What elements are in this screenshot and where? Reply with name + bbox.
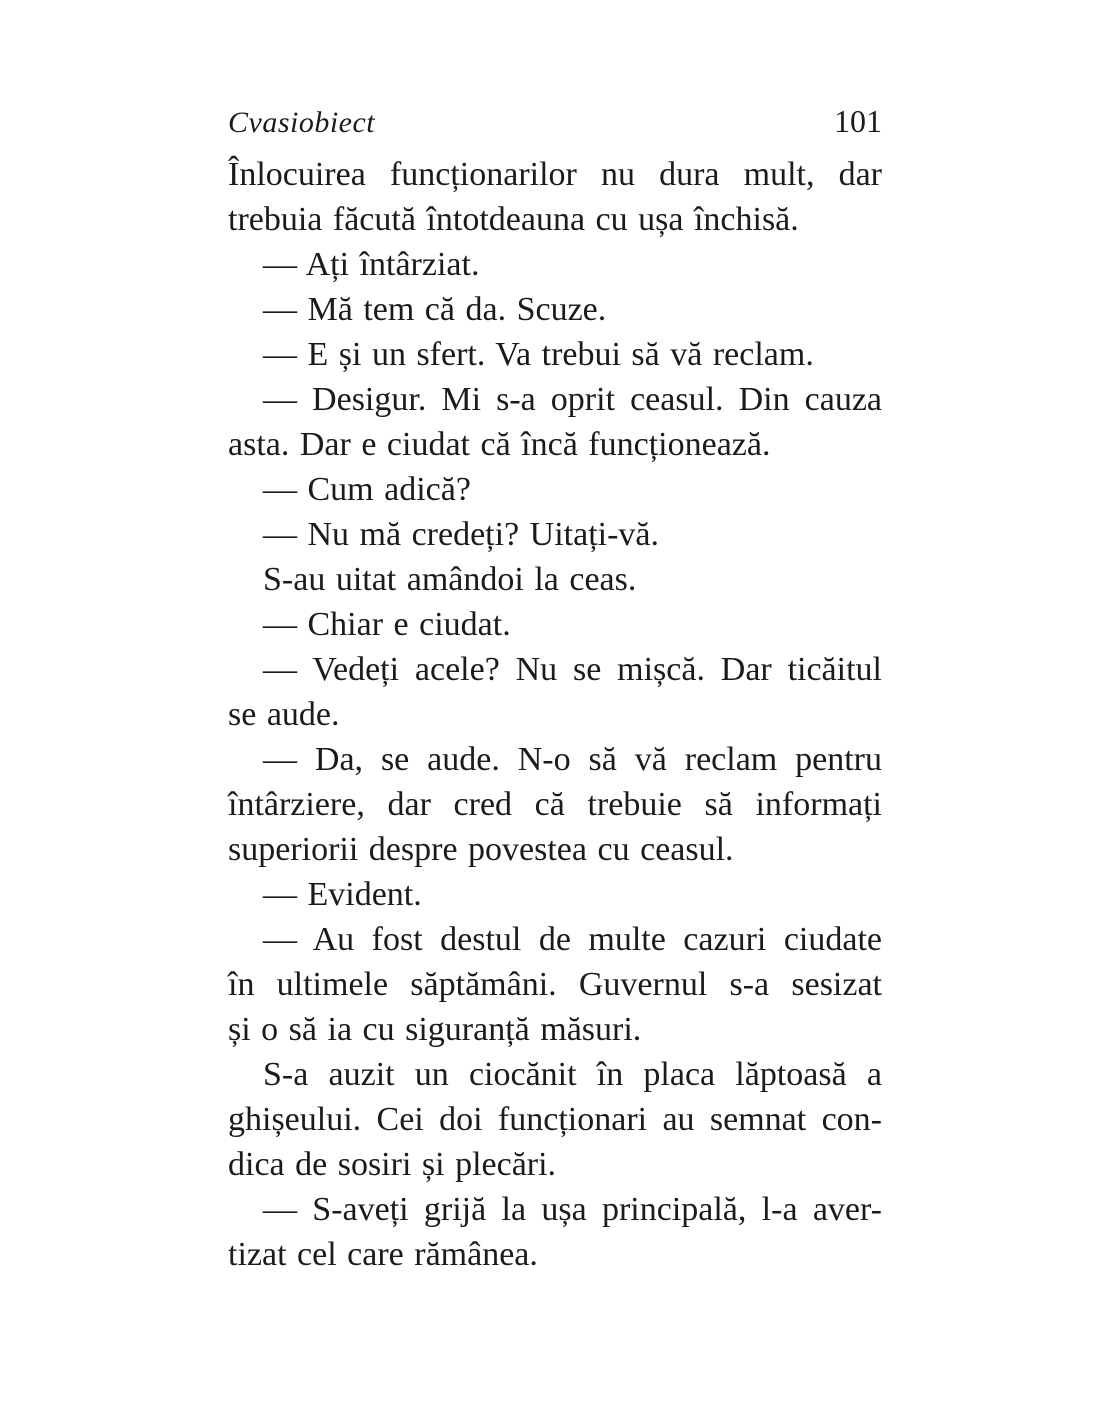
page-header (228, 103, 882, 140)
paragraph (228, 242, 882, 287)
text-line: — Mă tem că da. Scuze. (263, 291, 607, 328)
paragraph (228, 467, 882, 512)
paragraph (228, 152, 882, 242)
text-line: ghișeului. Cei doi funcționari au semnat con- (228, 1101, 882, 1138)
text-line: — Vedeți acele? Nu se mișcă. Dar ticăitul (263, 651, 882, 688)
text-line: — Au fost destul de multe cazuri ciudate (263, 921, 882, 958)
text-line: — Nu mă credeți? Uitați-vă. (263, 516, 660, 553)
paragraph (228, 1052, 882, 1187)
paragraph (228, 557, 882, 602)
paragraph (228, 512, 882, 557)
text-line: — S-aveți grijă la ușa principală, l-a aver- (263, 1191, 882, 1228)
paragraph (228, 602, 882, 647)
text-line: trebuia făcută întotdeauna cu ușa închisă. (228, 201, 799, 238)
body-text (228, 152, 882, 1277)
text-line: — Chiar e ciudat. (263, 606, 511, 643)
text-line: superiorii despre povestea cu ceasul. (228, 831, 734, 868)
paragraph (228, 647, 882, 737)
text-line: în ultimele săptămâni. Guvernul s-a sesizat (228, 966, 882, 1003)
text-line: — Desigur. Mi s-a oprit ceasul. Din cauza (263, 381, 882, 418)
text-line: se aude. (228, 696, 340, 733)
paragraph (228, 737, 882, 872)
text-line: — Evident. (263, 876, 422, 913)
text-line: S-au uitat amândoi la ceas. (263, 561, 637, 598)
text-line: Înlocuirea funcționarilor nu dura mult, dar (228, 156, 882, 193)
text-line: asta. Dar e ciudat că încă funcționează. (228, 426, 771, 463)
paragraph (228, 1187, 882, 1277)
text-line: — Cum adică? (263, 471, 471, 508)
text-line: și o să ia cu siguranță măsuri. (228, 1011, 642, 1048)
text-line: — E și un sfert. Va trebui să vă reclam. (263, 336, 814, 373)
text-line: S-a auzit un ciocănit în placa lăptoasă a (263, 1056, 882, 1093)
text-line: — Ați întârziat. (263, 246, 480, 283)
text-line: dica de sosiri și plecări. (228, 1146, 557, 1183)
paragraph (228, 917, 882, 1052)
page-number: 101 (834, 103, 882, 139)
paragraph (228, 287, 882, 332)
running-title: Cvasiobiect (228, 106, 376, 139)
paragraph (228, 872, 882, 917)
text-line: întârziere, dar cred că trebuie să informați (228, 786, 882, 823)
paragraph (228, 332, 882, 377)
paragraph (228, 377, 882, 467)
text-line: — Da, se aude. N-o să vă reclam pentru (263, 741, 882, 778)
text-line: tizat cel care rămânea. (228, 1236, 538, 1273)
text-block (228, 103, 882, 1277)
